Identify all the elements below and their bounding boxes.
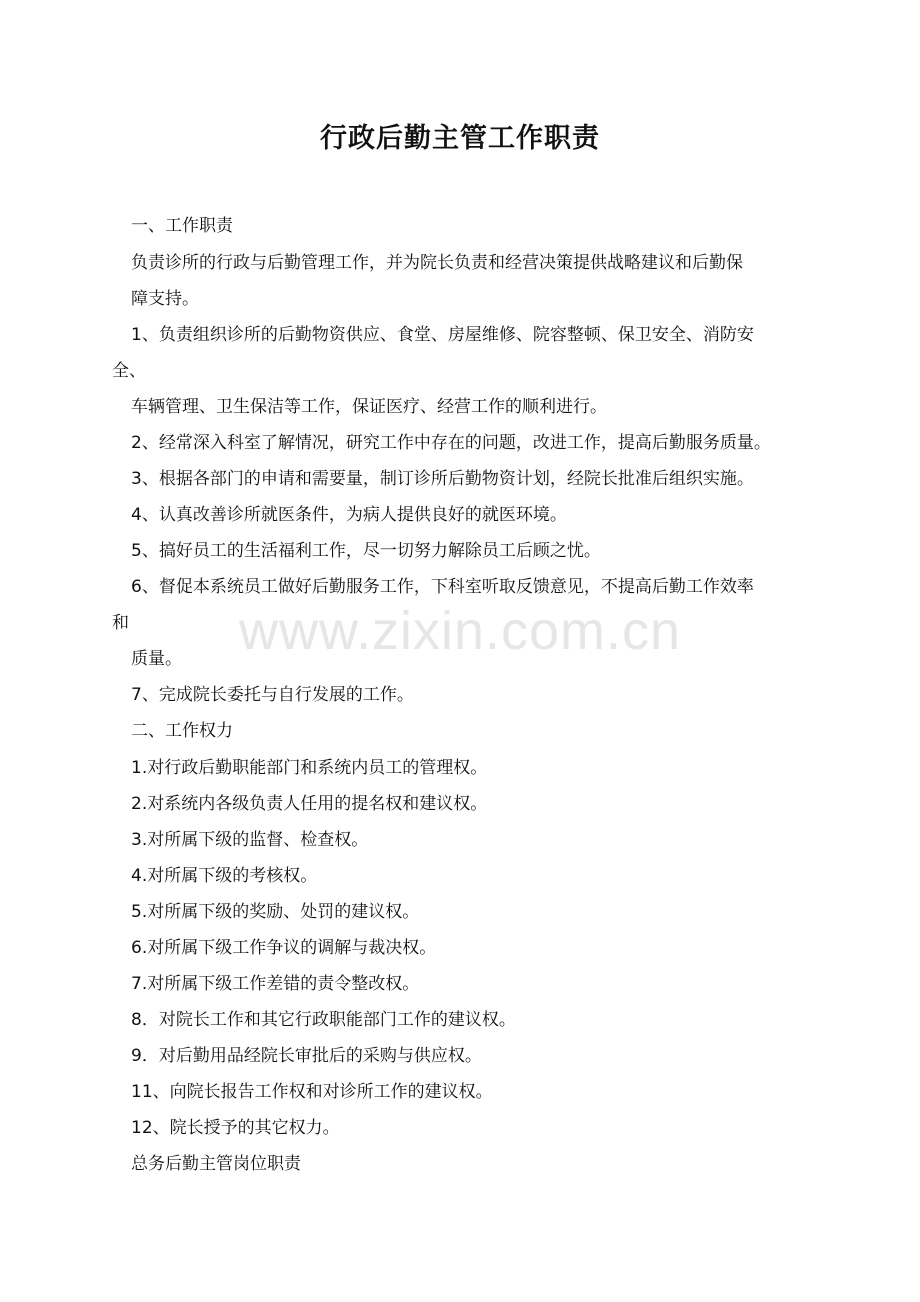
list-item: 4、认真改善诊所就医条件，为病人提供良好的就医环境。 (131, 505, 567, 525)
list-item-wrap: 和 (112, 613, 129, 633)
list-item: 11、向院长报告工作权和对诊所工作的建议权。 (131, 1082, 493, 1102)
list-item-continuation: 车辆管理、卫生保洁等工作，保证医疗、经营工作的顺利进行。 (131, 397, 607, 417)
list-item: 9．对后勤用品经院长审批后的采购与供应权。 (131, 1046, 482, 1066)
list-item-continuation: 质量。 (131, 649, 182, 669)
list-item: 3、根据各部门的申请和需要量，制订诊所后勤物资计划，经院长批准后组织实施。 (131, 469, 754, 489)
list-item: 2.对系统内各级负责人任用的提名权和建议权。 (131, 794, 488, 814)
list-item: 7、完成院长委托与自行发展的工作。 (131, 685, 414, 705)
list-item: 1.对行政后勤职能部门和系统内员工的管理权。 (131, 758, 488, 778)
list-item: 5、搞好员工的生活福利工作，尽一切努力解除员工后顾之忧。 (131, 541, 601, 561)
section-heading-powers: 二、工作权力 (131, 721, 233, 741)
section-heading-next: 总务后勤主管岗位职责 (131, 1154, 301, 1174)
list-item: 5.对所属下级的奖励、处罚的建议权。 (131, 902, 420, 922)
list-item: 12、院长授予的其它权力。 (131, 1118, 340, 1138)
list-item: 4.对所属下级的考核权。 (131, 866, 318, 886)
document-title: 行政后勤主管工作职责 (320, 123, 600, 154)
list-item: 6.对所属下级工作争议的调解与裁决权。 (131, 938, 437, 958)
list-item: 2、经常深入科室了解情况，研究工作中存在的问题，改进工作，提高后勤服务质量。 (131, 433, 771, 453)
section-heading-duties: 一、工作职责 (131, 216, 233, 236)
list-item-wrap: 全、 (112, 361, 146, 381)
list-item: 3.对所属下级的监督、检查权。 (131, 830, 369, 850)
list-item: 1、负责组织诊所的后勤物资供应、食堂、房屋维修、院容整顿、保卫安全、消防安 (131, 325, 754, 345)
watermark: www.zixin.com.cn (238, 601, 682, 661)
paragraph-line: 负责诊所的行政与后勤管理工作，并为院长负责和经营决策提供战略建议和后勤保 (131, 253, 743, 273)
list-item: 7.对所属下级工作差错的责令整改权。 (131, 974, 420, 994)
paragraph-line: 障支持。 (131, 289, 199, 309)
list-item: 6、督促本系统员工做好后勤服务工作，下科室听取反馈意见，不提高后勤工作效率 (131, 577, 754, 597)
list-item: 8．对院长工作和其它行政职能部门工作的建议权。 (131, 1010, 516, 1030)
